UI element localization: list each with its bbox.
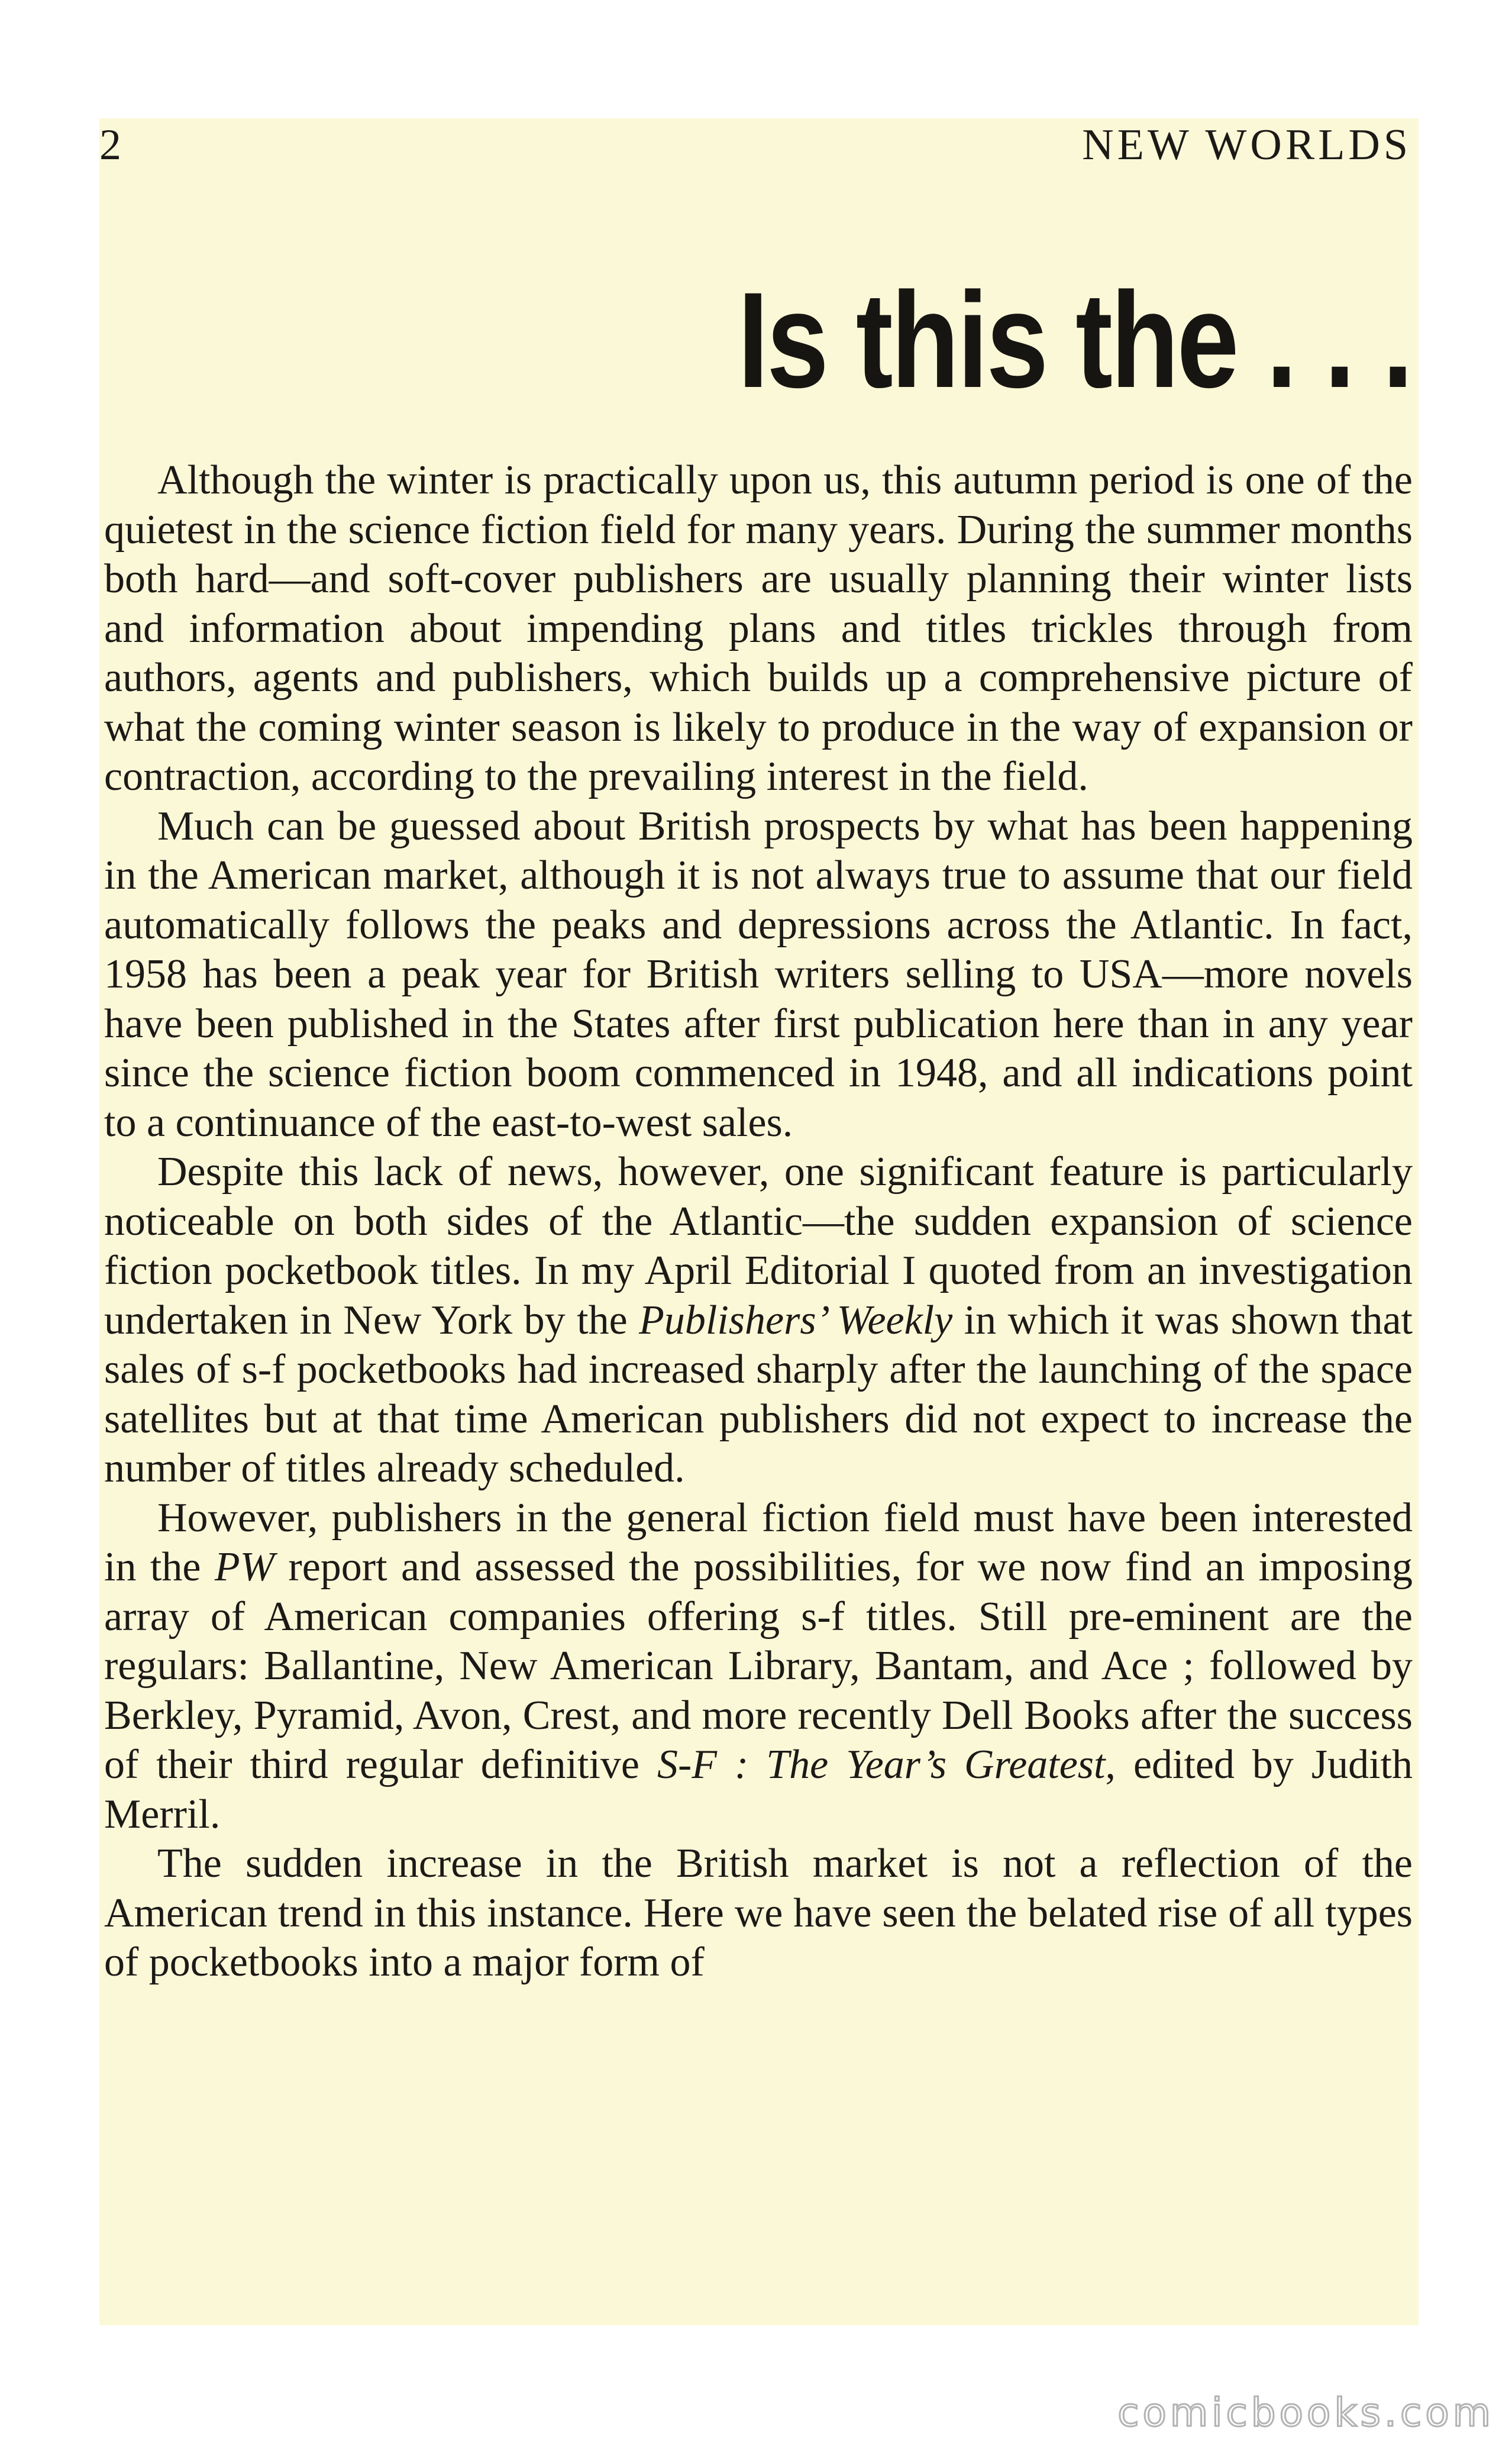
paragraph-text: Despite this lack of news, however, one significant feature is particularly noticeable on both sides of the Atlantic—the sudden expansion of science fiction pocketbook titles. In my April Editorial I quoted from an investigation undertaken in New York by the [104, 1149, 1413, 1343]
paragraph-3 [104, 1147, 1413, 1493]
paragraph-1 [104, 456, 1413, 802]
paragraph-text: , edited by Judith Merril. [104, 1742, 1413, 1837]
article-body [104, 456, 1413, 1987]
paragraph-5 [104, 1839, 1413, 1987]
site-watermark: comicbooks.com [1117, 2390, 1494, 2435]
paragraph-text: Much can be guessed about British prospects by what has been happening in the American market, although it is not always true to assume that our field automatically follows the peaks and depressions across the Atlantic. In fact, 1958 has been a peak year for British writers selling to USA—more novels have been published in the States after first publication here than in any year since the science fiction boom commenced in 1948, and all indications point to a continuance of the east-to-west sales. [104, 803, 1413, 1145]
publication-abbrev-italic: PW [214, 1544, 274, 1590]
paragraph-text: The sudden increase in the British market is not a reflection of the American trend in this instance. Here we have seen the belated rise of all types of pocketbooks into a major form of [104, 1841, 1413, 1985]
paragraph-text: Although the winter is practically upon us, this autumn period is one of the quietest in the science fiction field for many years. During the summer months both hard—and soft-cover publishers are usually planning their winter lists and information about impending plans and titles trickles through from authors, agents and publishers, which builds up a comprehensive picture of what the coming winter season is likely to produce in the way of expansion or contraction, according to the prevailing interest in the field. [104, 457, 1413, 799]
paragraph-2 [104, 802, 1413, 1148]
article-headline: Is this the . . . [738, 264, 1411, 416]
paragraph-text: report and assessed the possibilities, for we now find an imposing array of American companies offering s-f titles. Still pre-eminent are the regulars: Ballantine, New American Library, Bantam, and Ace ; followed by Berkley, Pyramid, Avon, Crest, and more recently Dell Books after the success of their third regular definitive [104, 1544, 1413, 1787]
magazine-page [99, 118, 1419, 2325]
running-header [99, 118, 1419, 183]
book-title-italic: S-F : The Year’s Greatest [657, 1742, 1106, 1787]
magazine-title: NEW WORLDS [1082, 121, 1411, 169]
page-number: 2 [99, 121, 122, 169]
paragraph-text: in which it was shown that sales of s-f pocketbooks had increased sharply after the launching of the space satellites but at that time American publishers did not expect to increase the number of titles already scheduled. [104, 1297, 1413, 1491]
paragraph-4 [104, 1493, 1413, 1840]
publication-title-italic: Publishers’ Weekly [639, 1297, 953, 1343]
paragraph-text: However, publishers in the general fiction field must have been interested in the [104, 1495, 1413, 1590]
